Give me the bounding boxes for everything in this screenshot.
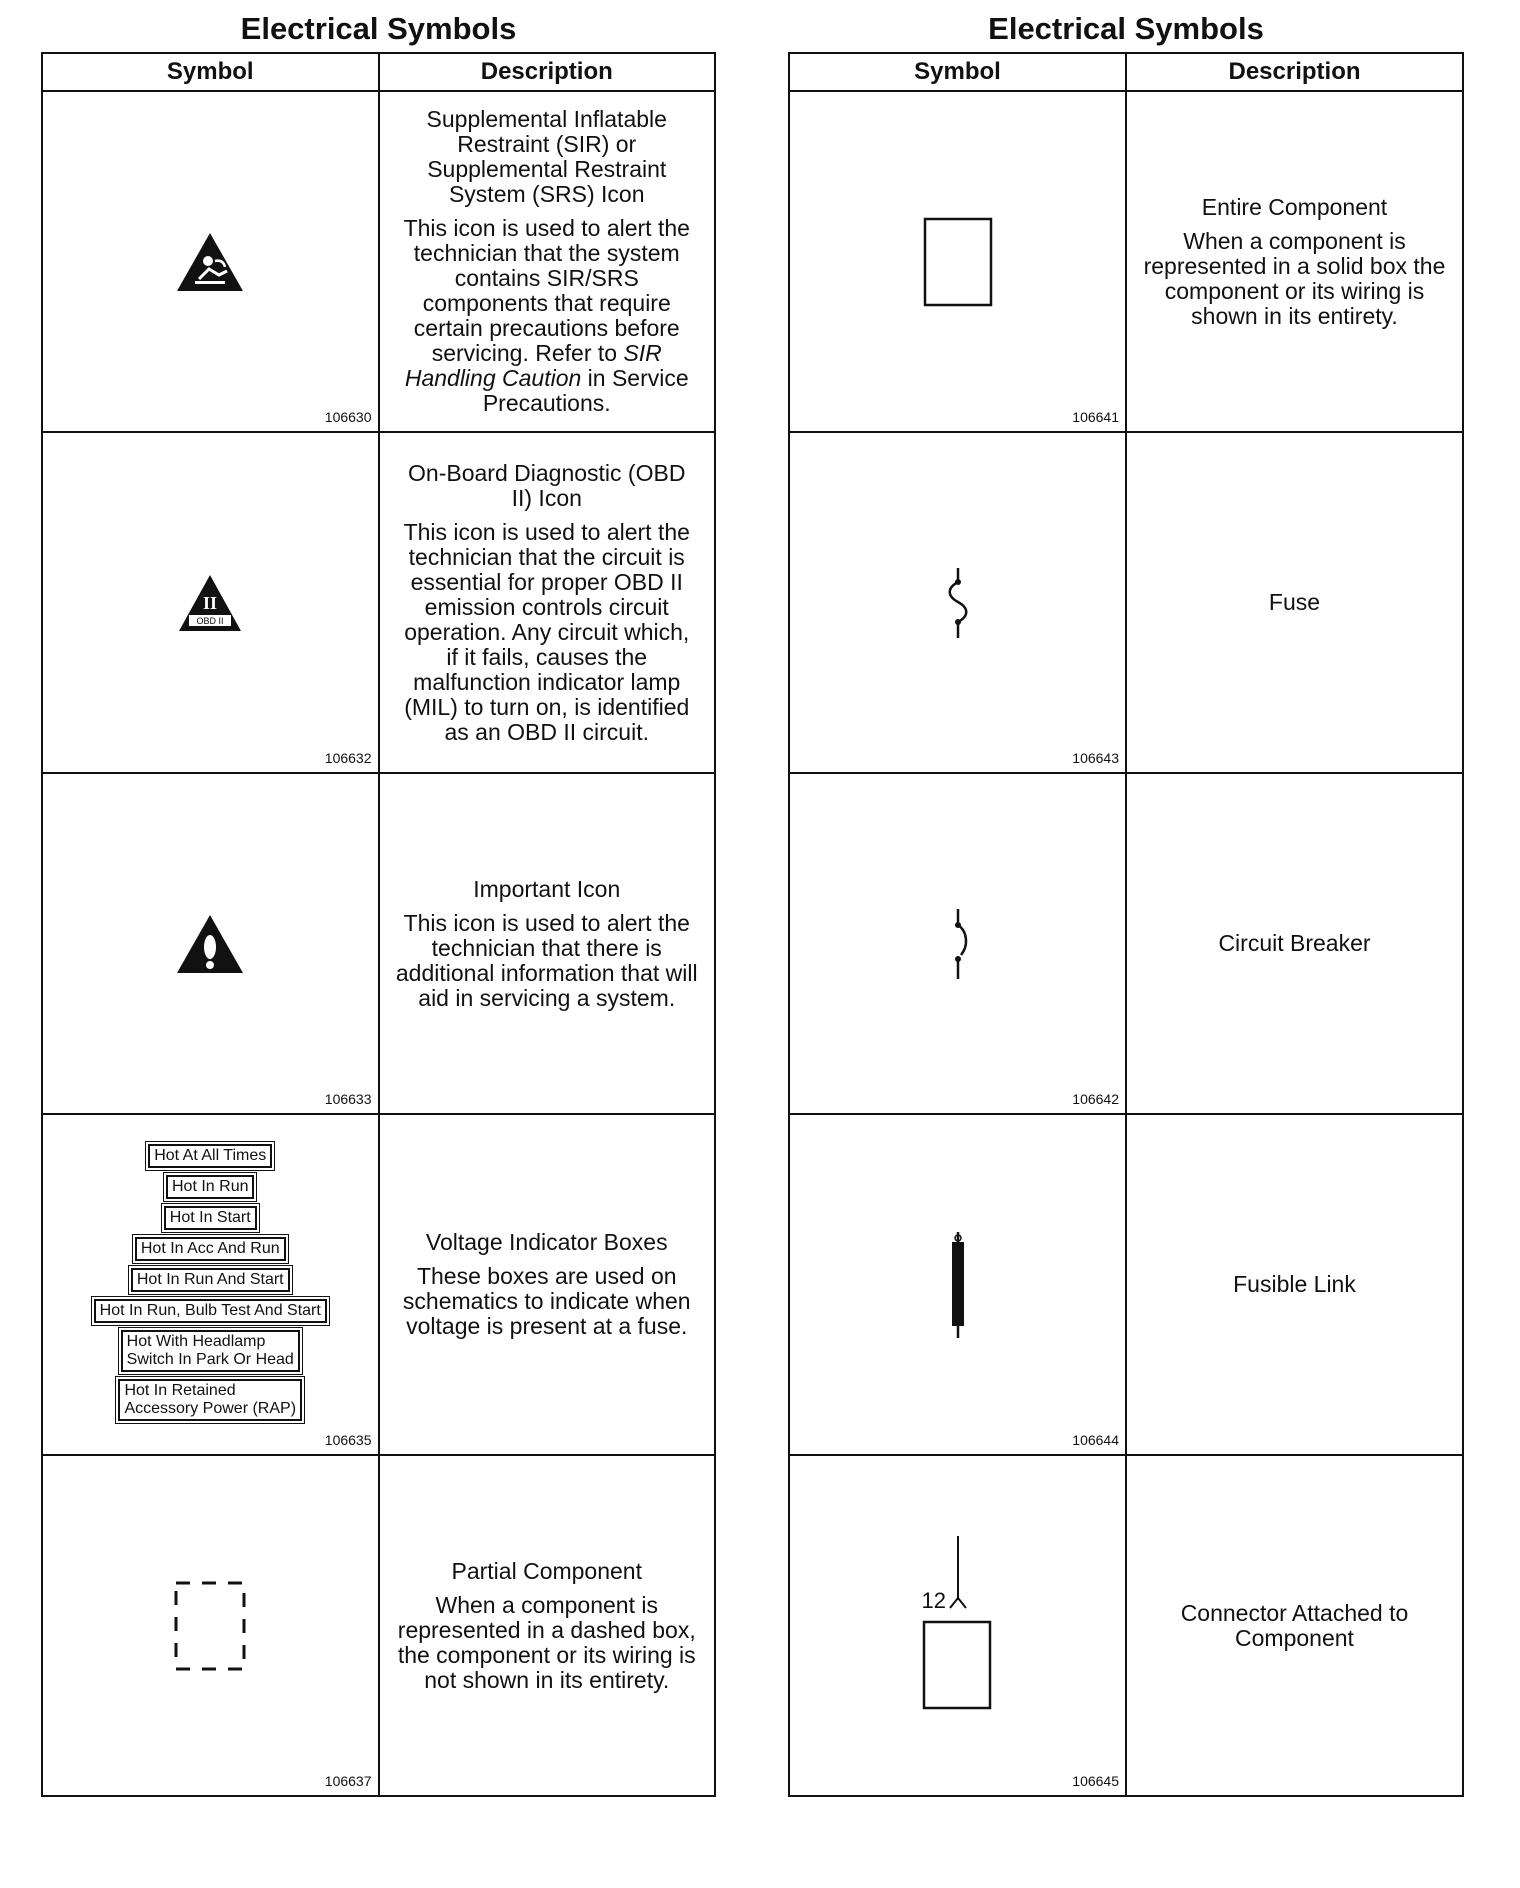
symbol-cell: [789, 91, 1126, 432]
fusible-link-icon: [943, 1232, 973, 1338]
figure-code: 106643: [1072, 750, 1119, 766]
voltage-box: Hot In Acc And Run: [135, 1237, 286, 1261]
symbol-column-header: Symbol: [789, 53, 1126, 91]
figure-code: 106645: [1072, 1773, 1119, 1789]
symbols-table: [41, 52, 716, 1797]
voltage-box: Hot In Run: [166, 1175, 254, 1199]
figure-code: 106642: [1072, 1091, 1119, 1107]
important-warning-icon: [175, 913, 245, 975]
table-row: [789, 773, 1463, 1114]
svg-text:II: II: [203, 592, 218, 613]
description-cell: [379, 773, 716, 1114]
description-text: This icon is used to alert the technician that the circuit is essential for proper OBD II emission controls circuit operation. Any circuit which, if it fails, causes the malfunction indicator lamp (MIL) to turn on, is identified as an OBD II circuit.: [403, 518, 690, 745]
voltage-box: Hot In Run And Start: [131, 1268, 290, 1292]
description-text: When a component is represented in a dashed box, the component or its wiring is not shown in its entirety.: [397, 1591, 696, 1693]
right-panel: [788, 6, 1464, 1797]
voltage-box: Hot At All Times: [148, 1144, 272, 1168]
symbols-table: [788, 52, 1464, 1797]
description-text: These boxes are used on schematics to indicate when voltage is present at a fuse.: [402, 1263, 691, 1339]
description-text: This icon is used to alert the technician that there is additional information that will aid in servicing a system.: [395, 909, 698, 1011]
description-column-header: Description: [1126, 53, 1463, 91]
description-title: Fusible Link: [1233, 1271, 1356, 1297]
obd-ii-warning-icon: [177, 573, 243, 633]
description-cell: [1126, 91, 1463, 432]
table-row: [789, 91, 1463, 432]
symbol-cell: [42, 1455, 379, 1796]
description-cell: [1126, 432, 1463, 773]
description-title: Circuit Breaker: [1218, 930, 1371, 956]
table-row: [789, 1455, 1463, 1796]
symbol-cell: [789, 773, 1126, 1114]
svg-text:OBD II: OBD II: [196, 615, 224, 626]
table-row: [42, 432, 715, 773]
dashed-box-icon: [173, 1580, 247, 1672]
table-row: [42, 1455, 715, 1796]
reference-link-text: SIR Handling Caution: [404, 340, 662, 391]
description-title: Supplemental Inflatable Restraint (SIR) or Supplemental Restraint System (SRS) Icon: [426, 106, 667, 207]
connector-component-icon: [918, 1536, 998, 1716]
description-title: Partial Component: [451, 1557, 642, 1584]
description-cell: [379, 432, 716, 773]
figure-code: 106633: [324, 1091, 372, 1107]
description-text: When a component is represented in a solid box the component or its wiring is shown in its entirety.: [1143, 227, 1446, 329]
symbol-cell: [42, 1114, 379, 1455]
symbol-column-header: Symbol: [42, 53, 379, 91]
description-text: This icon is used to alert the technician that the system contains SIR/SRS components that require certain precautions before servicing. Refer to SIR Handling Caution in Service Precautions.: [403, 215, 690, 416]
symbol-cell: [789, 1455, 1126, 1796]
panel-title: Electrical Symbols: [240, 11, 517, 46]
figure-code: 106644: [1072, 1432, 1119, 1448]
description-column-header: Description: [379, 53, 716, 91]
description-title: On-Board Diagnostic (OBD II) Icon: [408, 459, 686, 511]
description-title: Fuse: [1268, 589, 1321, 615]
solid-box-icon: [922, 216, 994, 308]
panel-title: Electrical Symbols: [988, 11, 1264, 46]
symbol-cell: [42, 773, 379, 1114]
figure-code: 106641: [1072, 409, 1119, 425]
voltage-box: Hot In Run, Bulb Test And Start: [94, 1299, 327, 1323]
table-row: [42, 91, 715, 432]
sir-srs-warning-icon: [175, 231, 245, 293]
description-title: Important Icon: [473, 875, 621, 902]
voltage-indicator-boxes: [94, 1144, 327, 1421]
description-cell: [379, 91, 716, 432]
figure-code: 106637: [324, 1773, 372, 1789]
symbol-cell: [42, 432, 379, 773]
description-title: Voltage Indicator Boxes: [425, 1229, 668, 1255]
description-title: Entire Component: [1201, 193, 1388, 220]
figure-code: 106632: [324, 750, 372, 766]
table-row: [42, 1114, 715, 1455]
voltage-box: Hot In Start: [164, 1206, 257, 1230]
fuse-icon: [943, 568, 973, 638]
figure-code: 106630: [324, 409, 372, 425]
table-row: [789, 1114, 1463, 1455]
voltage-box: Hot With Headlamp Switch In Park Or Head: [121, 1330, 300, 1372]
symbol-cell: [42, 91, 379, 432]
description-title: Connector Attached to Component: [1180, 1599, 1409, 1651]
description-cell: [1126, 1114, 1463, 1455]
description-cell: [1126, 1455, 1463, 1796]
figure-code: 106635: [324, 1432, 372, 1448]
circuit-breaker-icon: [943, 909, 973, 979]
description-cell: [379, 1114, 716, 1455]
symbol-cell: [789, 432, 1126, 773]
description-cell: [379, 1455, 716, 1796]
table-row: [789, 432, 1463, 773]
table-row: [42, 773, 715, 1114]
symbol-cell: [789, 1114, 1126, 1455]
pin-number-label: 12: [921, 1587, 946, 1613]
description-cell: [1126, 773, 1463, 1114]
left-panel: [41, 6, 716, 1797]
voltage-box: Hot In Retained Accessory Power (RAP): [118, 1379, 302, 1421]
